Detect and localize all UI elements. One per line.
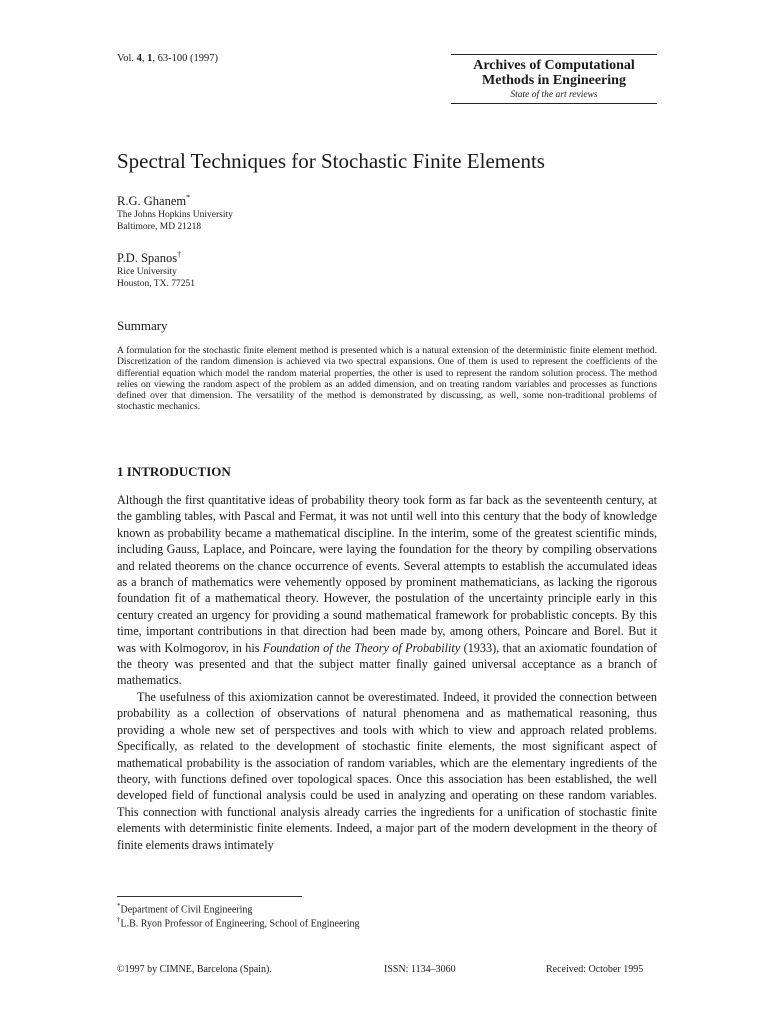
journal-title-line2: Methods in Engineering bbox=[482, 73, 626, 88]
footnote-2-mark: † bbox=[117, 916, 121, 924]
introduction-heading: 1 INTRODUCTION bbox=[117, 464, 231, 479]
journal-masthead bbox=[451, 54, 657, 104]
volume-pages-year: , 63-100 (1997) bbox=[152, 53, 219, 64]
masthead-bottom-rule bbox=[451, 103, 657, 104]
volume-info bbox=[117, 53, 218, 64]
intro-paragraph-1 bbox=[117, 492, 657, 689]
author-2-affil-line1: Rice University bbox=[117, 267, 177, 277]
footnote-2 bbox=[117, 914, 360, 930]
author-1-affiliation bbox=[117, 210, 233, 233]
summary-text: A formulation for the stochastic finite element method is presented which is a natural extension of the deterministic finite element method. Discretization of the random dimension is achieved via two spectral expansions. One of them is used to represent the coefficients of the differential equation which model the random material properties, the other is used to represent the random solution process. The method relies on viewing the random aspect of the problem as an added dimension, and on treating random variables and processes as functions defined over that dimension. The versatility of the method is demonstrated by discussing, as well, some non-traditional problems of stochastic mechanics. bbox=[117, 345, 657, 413]
masthead-top-rule bbox=[451, 54, 657, 55]
author-2-affiliation bbox=[117, 267, 195, 290]
footnote-rule bbox=[117, 896, 302, 897]
volume-prefix: Vol. bbox=[117, 53, 137, 64]
volume-separator: , bbox=[141, 53, 148, 64]
journal-title-line1: Archives of Computational bbox=[473, 58, 635, 73]
summary-heading: Summary bbox=[117, 318, 168, 333]
author-1-footnote-mark: * bbox=[186, 193, 191, 202]
footnote-1-mark: * bbox=[117, 902, 121, 910]
author-1-affil-line1: The Johns Hopkins University bbox=[117, 210, 233, 220]
intro-paragraph-2: The usefulness of this axiomization cannot be overestimated. Indeed, it provided the connection between probability as a collection of observations of natural phenomena and as mathematical reasoning, thus providing a whole new set of perspectives and tools with which to view and approach related problems. Specifically, as related to the development of stochastic finite elements, the most significant aspect of mathematical probability is the association of random variables, which are the elementary ingredients of the theory, with functions defined over topological spaces. Once this association has been established, the well developed field of functional analysis could be used in analyzing and operating on these random variables. This connection with functional analysis already carries the ingredients for a unification of stochastic finite elements with deterministic finite elements. Indeed, a major part of the modern development in the theory of finite elements draws intimately bbox=[117, 689, 657, 852]
introduction-body bbox=[117, 492, 657, 853]
intro-p1-book-title: Foundation of the Theory of Probability bbox=[262, 640, 461, 655]
author-1 bbox=[117, 193, 190, 209]
author-2-affil-line2: Houston, TX. 77251 bbox=[117, 278, 195, 289]
author-2-name: P.D. Spanos bbox=[117, 251, 178, 266]
author-2 bbox=[117, 250, 181, 266]
author-1-name: R.G. Ghanem bbox=[117, 194, 187, 209]
author-2-footnote-mark: † bbox=[177, 250, 182, 259]
issn: ISSN: 1134–3060 bbox=[384, 964, 456, 975]
paper-title: Spectral Techniques for Stochastic Finite Elements bbox=[117, 149, 545, 173]
footnote-1-text: Department of Civil Engineering bbox=[120, 904, 253, 916]
author-1-affil-line2: Baltimore, MD 21218 bbox=[117, 221, 202, 232]
volume-number: 4 bbox=[136, 53, 142, 64]
copyright-notice: ©1997 by CIMNE, Barcelona (Spain). bbox=[117, 964, 272, 975]
footnote-2-text: L.B. Ryon Professor of Engineering, School of Engineering bbox=[120, 918, 360, 930]
received-date: Received: October 1995 bbox=[546, 964, 644, 975]
intro-p1-text-b: (1933), that an axiomatic foundation of the theory was presented and that the subject matter finally gained universal acceptance as a branch of mathematics. bbox=[117, 640, 657, 688]
issue-number: 1 bbox=[147, 53, 153, 64]
journal-subtitle: State of the art reviews bbox=[510, 90, 598, 100]
intro-p1-text-a: Although the first quantitative ideas of probability theory took form as far back as the seventeenth century, at the gambling tables, with Pascal and Fermat, it was not until well into this century that the body of knowledge known as probability became a mathematical discipline. In the interim, some of the greatest scientific minds, including Gauss, Laplace, and Poincare, were laying the foundation for the theory by compiling observations and related theorems on the chance occurrence of events. Several attempts to establish the accumulated ideas as a branch of mathematics were vehemently opposed by prominent mathematicians, as lacking the rigorous foundation fit of a mathematical theory. However, the postulation of the uncertainty principle early in this century created an urgency for providing a sound mathematical framework for probablistic concepts. By this time, important contributions in that direction had been made by, among others, Poincare and Borel. But it was with Kolmogorov, in his bbox=[117, 493, 657, 655]
